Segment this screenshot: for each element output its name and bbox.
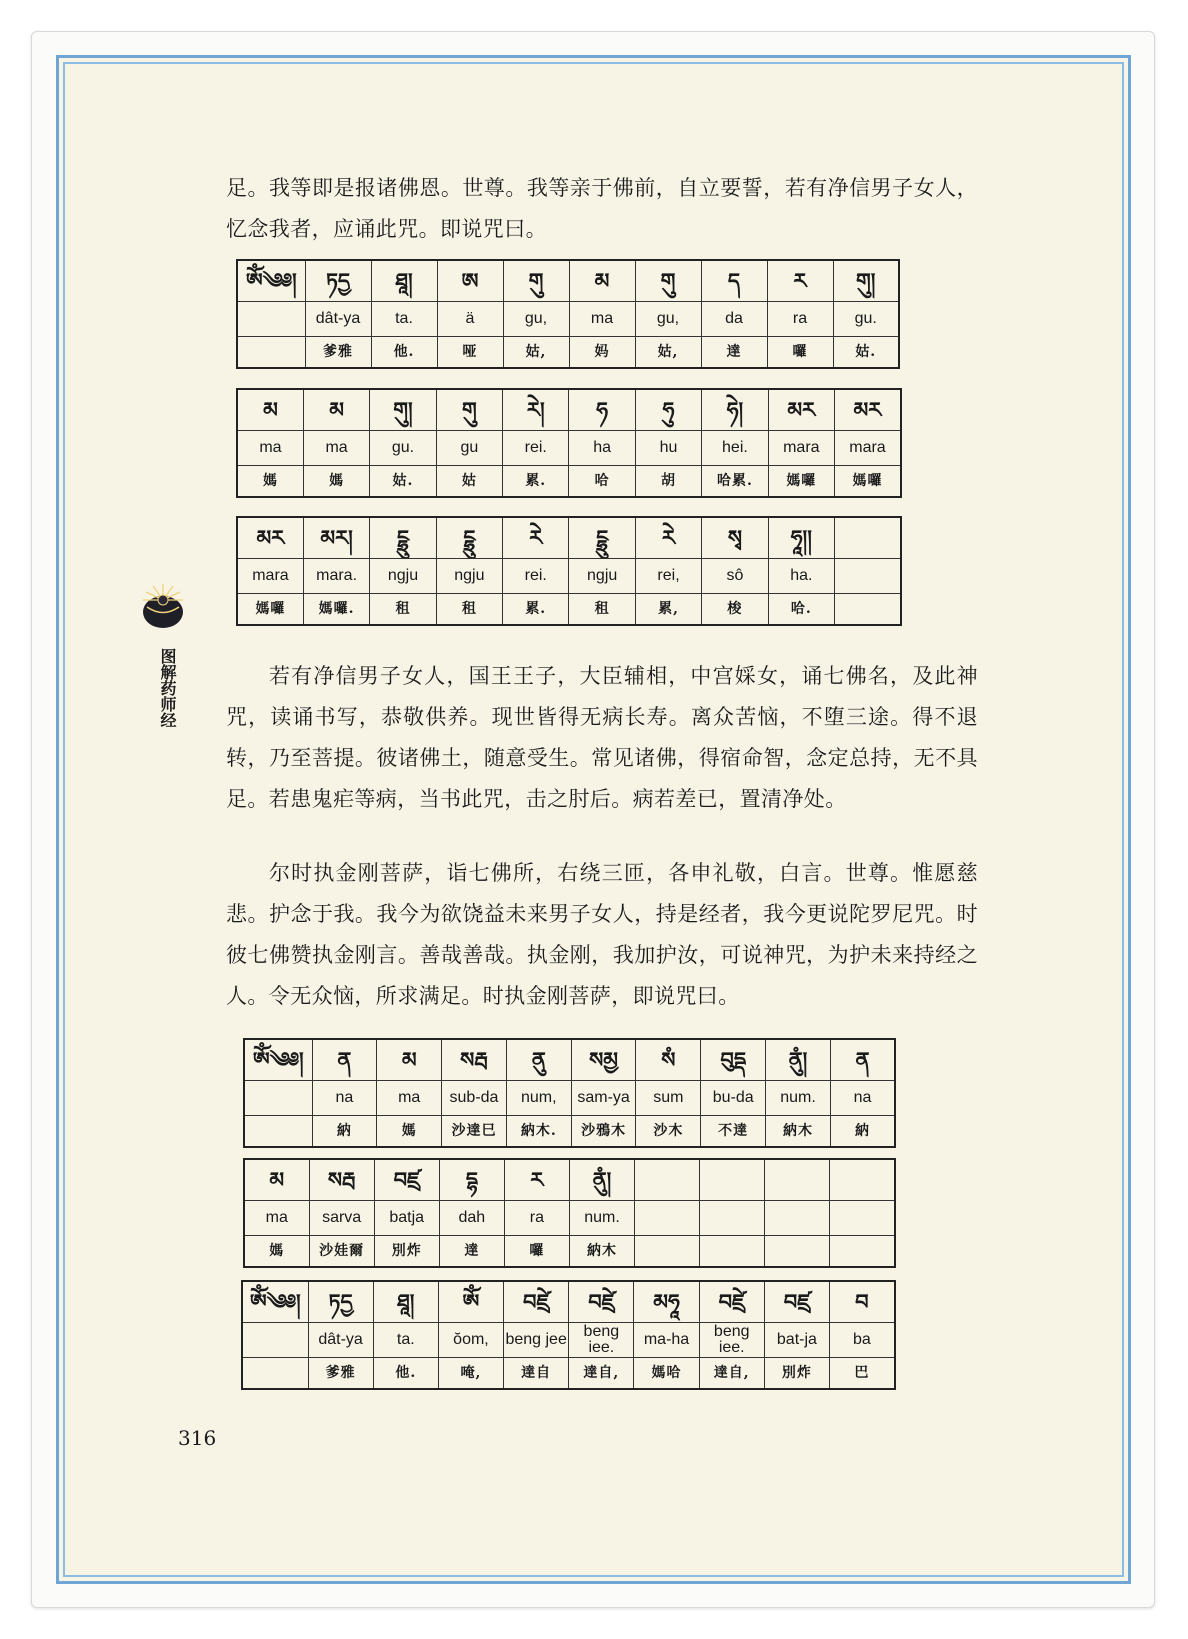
mantra-cell-chn: 妈 xyxy=(569,337,635,369)
mantra-cell-chn xyxy=(242,1358,308,1390)
mantra-cell-rom: ba xyxy=(830,1323,895,1358)
mantra-row-rom xyxy=(237,302,899,337)
mantra-cell-chn: 達 xyxy=(701,337,767,369)
mantra-cell-rom: ra xyxy=(767,302,833,337)
mantra-cell-rom: ngju xyxy=(370,559,436,594)
mantra-cell-chn: 達自, xyxy=(569,1358,634,1390)
mantra-cell-rom: sub-da xyxy=(442,1081,507,1116)
mantra-cell-tib: མར xyxy=(835,389,901,431)
mantra-cell-chn: 租 xyxy=(436,594,502,626)
paragraph-1: 足。我等即是报诸佛恩。世尊。我等亲于佛前，自立要誓，若有净信男子女人，忆念我者，应诵此咒。即说咒曰。 xyxy=(226,176,978,241)
mantra-cell-tib: ཨོཾ xyxy=(438,1281,503,1323)
mantra-cell-tib: ན xyxy=(312,1039,377,1081)
mantra-cell-rom: gu. xyxy=(370,431,436,466)
mantra-cell-tib: སམྱ xyxy=(571,1039,636,1081)
mantra-cell-chn: 媽 xyxy=(303,466,369,498)
mantra-cell-chn: 沙木 xyxy=(636,1116,701,1148)
page-number: 316 xyxy=(178,1426,217,1450)
mantra-cell-chn: 納木 xyxy=(766,1116,831,1148)
mantra-cell-rom: sum xyxy=(636,1081,701,1116)
mantra-cell-tib: མར xyxy=(237,517,303,559)
mantra-cell-rom xyxy=(700,1201,765,1236)
mantra-cell-rom: num. xyxy=(766,1081,831,1116)
side-title: 图解药师经 xyxy=(158,648,177,728)
mantra-cell-tib xyxy=(830,1159,895,1201)
mantra-cell-rom xyxy=(635,1201,700,1236)
mantra-cell-chn: 哈. xyxy=(768,594,834,626)
mantra-cell-rom: ma xyxy=(237,431,303,466)
mantra-table-1 xyxy=(236,259,900,369)
mantra-cell-chn: 姑. xyxy=(370,466,436,498)
mantra-cell-rom: mara xyxy=(835,431,901,466)
mantra-cell-rom: dât-ya xyxy=(305,302,371,337)
mantra-cell-chn: 媽 xyxy=(237,466,303,498)
mantra-cell-tib: བཛྲེ xyxy=(699,1281,764,1323)
mantra-row-chn xyxy=(242,1358,895,1390)
mantra-cell-rom: hei. xyxy=(702,431,768,466)
mantra-cell-tib: ཐཱ། xyxy=(371,260,437,302)
mantra-cell-rom: da xyxy=(701,302,767,337)
mantra-cell-chn: 累. xyxy=(503,466,569,498)
mantra-cell-chn: 納 xyxy=(312,1116,377,1148)
mantra-table-3 xyxy=(236,516,902,626)
mantra-cell-tib: ན xyxy=(830,1039,895,1081)
mantra-cell-chn xyxy=(835,594,901,626)
mantra-cell-chn: 他. xyxy=(373,1358,438,1390)
mantra-cell-chn: 囉 xyxy=(504,1236,569,1268)
mantra-cell-tib: གུ xyxy=(635,260,701,302)
mantra-cell-tib: རེ xyxy=(503,517,569,559)
mantra-row-rom xyxy=(242,1323,895,1358)
mantra-table-6 xyxy=(241,1280,896,1390)
mantra-cell-tib: ཧུ xyxy=(635,389,701,431)
mantra-cell-rom xyxy=(244,1081,312,1116)
mantra-cell-tib: རེ xyxy=(635,517,701,559)
mantra-cell-rom: ha. xyxy=(768,559,834,594)
mantra-cell-rom xyxy=(765,1201,830,1236)
mantra-cell-tib: བཛྲ xyxy=(374,1159,439,1201)
mantra-cell-chn: 爹雅 xyxy=(305,337,371,369)
mantra-cell-chn: 媽囉 xyxy=(768,466,834,498)
mantra-cell-chn: 哈 xyxy=(569,466,635,498)
mantra-cell-tib: ངྷྲུ xyxy=(436,517,502,559)
mantra-cell-tib: ཧཱ།། xyxy=(768,517,834,559)
mantra-cell-rom xyxy=(242,1323,308,1358)
mantra-cell-chn: 唵, xyxy=(438,1358,503,1390)
mantra-cell-chn: 別炸 xyxy=(764,1358,829,1390)
mantra-cell-rom: ä xyxy=(437,302,503,337)
mantra-cell-chn: 納 xyxy=(830,1116,895,1148)
mantra-cell-rom xyxy=(237,302,305,337)
mantra-cell-tib xyxy=(765,1159,830,1201)
mantra-row-rom xyxy=(244,1201,895,1236)
mantra-cell-chn: 租 xyxy=(370,594,436,626)
mantra-cell-tib: ད xyxy=(701,260,767,302)
mantra-cell-rom: ta. xyxy=(371,302,437,337)
mantra-cell-rom: ngju xyxy=(436,559,502,594)
mantra-cell-tib: ཏདྱ xyxy=(305,260,371,302)
mantra-cell-tib: སཾ xyxy=(636,1039,701,1081)
mantra-cell-rom: num, xyxy=(506,1081,571,1116)
mantra-cell-chn: 累. xyxy=(503,594,569,626)
mantra-cell-chn: 媽哈 xyxy=(634,1358,699,1390)
mantra-cell-rom: ma-ha xyxy=(634,1323,699,1358)
mantra-cell-tib: ༀ༄༅། xyxy=(242,1281,308,1323)
mantra-cell-tib: ནུ xyxy=(506,1039,571,1081)
mantra-row-chn xyxy=(244,1236,895,1268)
paragraph-2: 若有净信男子女人，国王王子，大臣辅相，中宫婇女，诵七佛名，及此神咒，读诵书写，恭敬供养。现世皆得无病长寿。离众苦恼，不堕三途。得不退转，乃至菩提。彼诸佛土，随意受生。常见诸佛，得宿命智，念定总持，无不具足。若患鬼疟等病，当书此咒，击之肘后。病若差已，置清净处。 xyxy=(226,664,978,811)
mantra-cell-chn: 沙達巳 xyxy=(442,1116,507,1148)
mantra-cell-chn: 他. xyxy=(371,337,437,369)
mantra-row-tib xyxy=(244,1159,895,1201)
mantra-cell-rom: na xyxy=(312,1081,377,1116)
mantra-cell-rom: sam-ya xyxy=(571,1081,636,1116)
mantra-cell-rom: mara xyxy=(768,431,834,466)
mantra-cell-chn: 別炸 xyxy=(374,1236,439,1268)
mantra-cell-chn: 達自, xyxy=(699,1358,764,1390)
mantra-cell-chn: 累, xyxy=(635,594,701,626)
mantra-cell-rom: ma xyxy=(244,1201,309,1236)
mantra-cell-tib: ཐཱ། xyxy=(373,1281,438,1323)
mantra-cell-tib: མར། xyxy=(303,517,369,559)
mantra-cell-rom: gu. xyxy=(833,302,899,337)
mantra-cell-rom: na xyxy=(830,1081,895,1116)
mantra-table-2 xyxy=(236,388,902,498)
paragraph-3: 尔时执金刚菩萨，诣七佛所，右绕三匝，各申礼敬，白言。世尊。惟愿慈悲。护念于我。我今为欲饶益未来男子女人，持是经者，我今更说陀罗尼咒。时彼七佛赞执金刚言。善哉善哉。执金刚，我加护汝，可说神咒，为护未来持经之人。令无众恼，所求满足。时执金刚菩萨，即说咒曰。 xyxy=(226,861,978,1008)
mantra-cell-tib: མ xyxy=(244,1159,309,1201)
mantra-cell-chn xyxy=(765,1236,830,1268)
mantra-cell-chn: 囉 xyxy=(767,337,833,369)
mantra-cell-chn: 不達 xyxy=(701,1116,766,1148)
mantra-cell-chn: 租 xyxy=(569,594,635,626)
mantra-cell-chn: 姑, xyxy=(635,337,701,369)
mantra-cell-tib: མ xyxy=(303,389,369,431)
lotus-medallion-icon xyxy=(138,580,188,630)
mantra-cell-tib: ར xyxy=(767,260,833,302)
mantra-cell-rom xyxy=(830,1201,895,1236)
mantra-cell-chn: 哈累. xyxy=(702,466,768,498)
mantra-row-tib xyxy=(244,1039,895,1081)
mantra-cell-tib xyxy=(700,1159,765,1201)
mantra-cell-rom: mara. xyxy=(303,559,369,594)
mantra-cell-tib: ནུཾ། xyxy=(766,1039,831,1081)
mantra-cell-chn: 沙鴉木 xyxy=(571,1116,636,1148)
mantra-cell-chn xyxy=(237,337,305,369)
mantra-cell-chn: 媽囉 xyxy=(835,466,901,498)
mantra-cell-rom: batja xyxy=(374,1201,439,1236)
mantra-cell-tib: བཛྲེ xyxy=(504,1281,569,1323)
mantra-cell-chn: 姑 xyxy=(436,466,502,498)
mantra-cell-chn: 胡 xyxy=(635,466,701,498)
mantra-cell-rom: beng iee. xyxy=(569,1323,634,1358)
mantra-cell-rom: ma xyxy=(303,431,369,466)
mantra-row-tib xyxy=(242,1281,895,1323)
mantra-cell-tib: ཧ xyxy=(569,389,635,431)
mantra-cell-tib: སྭ xyxy=(702,517,768,559)
mantra-cell-rom: beng iee. xyxy=(699,1323,764,1358)
mantra-row-chn xyxy=(237,466,901,498)
mantra-cell-rom: num. xyxy=(569,1201,634,1236)
mantra-cell-tib: མཧཱ xyxy=(634,1281,699,1323)
mantra-cell-tib: མ xyxy=(377,1039,442,1081)
mantra-cell-rom: dât-ya xyxy=(308,1323,373,1358)
mantra-row-chn xyxy=(237,337,899,369)
mantra-row-chn xyxy=(244,1116,895,1148)
mantra-cell-chn: 達 xyxy=(439,1236,504,1268)
mantra-cell-tib: གུ xyxy=(503,260,569,302)
mantra-cell-chn: 巴 xyxy=(830,1358,895,1390)
mantra-row-tib xyxy=(237,260,899,302)
mantra-cell-tib: གུ། xyxy=(833,260,899,302)
mantra-cell-chn xyxy=(830,1236,895,1268)
mantra-cell-tib: གུ xyxy=(436,389,502,431)
mantra-cell-tib: ངྷྲུ xyxy=(569,517,635,559)
mantra-cell-chn: 姑. xyxy=(833,337,899,369)
mantra-cell-tib: ངྷྲུ xyxy=(370,517,436,559)
mantra-cell-chn: 納木. xyxy=(506,1116,571,1148)
mantra-cell-rom: rei. xyxy=(503,559,569,594)
mantra-cell-chn: 姑, xyxy=(503,337,569,369)
mantra-cell-tib: མ xyxy=(569,260,635,302)
mantra-cell-chn: 媽囉 xyxy=(237,594,303,626)
mantra-cell-tib: རེ། xyxy=(503,389,569,431)
mantra-table-4 xyxy=(243,1038,896,1148)
mantra-cell-tib: ནུཾ། xyxy=(569,1159,634,1201)
mantra-cell-tib: དྷ xyxy=(439,1159,504,1201)
mantra-cell-rom: gu, xyxy=(635,302,701,337)
mantra-cell-rom: ngju xyxy=(569,559,635,594)
mantra-cell-tib: སརྦ xyxy=(309,1159,374,1201)
mantra-row-rom xyxy=(244,1081,895,1116)
mantra-cell-chn: 納木 xyxy=(569,1236,634,1268)
mantra-cell-rom: ha xyxy=(569,431,635,466)
mantra-row-chn xyxy=(237,594,901,626)
mantra-cell-chn: 爹雅 xyxy=(308,1358,373,1390)
mantra-cell-rom: beng jee xyxy=(504,1323,569,1358)
mantra-cell-tib: གུ། xyxy=(370,389,436,431)
mantra-cell-rom: hu xyxy=(635,431,701,466)
mantra-cell-chn: 媽囉. xyxy=(303,594,369,626)
mantra-cell-rom xyxy=(835,559,901,594)
mantra-cell-rom: sarva xyxy=(309,1201,374,1236)
mantra-cell-tib: ཏདྱ xyxy=(308,1281,373,1323)
mantra-cell-chn xyxy=(635,1236,700,1268)
mantra-cell-rom: ŏom, xyxy=(438,1323,503,1358)
mantra-row-tib xyxy=(237,389,901,431)
mantra-cell-rom: ra xyxy=(504,1201,569,1236)
mantra-cell-tib: མར xyxy=(768,389,834,431)
mantra-cell-tib: སརྦ xyxy=(442,1039,507,1081)
mantra-cell-chn xyxy=(244,1116,312,1148)
mantra-cell-tib: མ xyxy=(237,389,303,431)
mantra-cell-chn: 達自 xyxy=(504,1358,569,1390)
mantra-cell-rom: sô xyxy=(702,559,768,594)
mantra-cell-rom: ma xyxy=(377,1081,442,1116)
mantra-row-tib xyxy=(237,517,901,559)
mantra-cell-tib xyxy=(835,517,901,559)
mantra-cell-tib: བཛྲེ xyxy=(569,1281,634,1323)
mantra-cell-chn: 媽 xyxy=(244,1236,309,1268)
mantra-cell-rom: rei. xyxy=(503,431,569,466)
mantra-cell-rom: ma xyxy=(569,302,635,337)
mantra-cell-tib: བཛྲ xyxy=(764,1281,829,1323)
mantra-row-rom xyxy=(237,431,901,466)
mantra-cell-tib: བ xyxy=(830,1281,895,1323)
mantra-cell-tib: ཧེ། xyxy=(702,389,768,431)
mantra-cell-tib: ཨ xyxy=(437,260,503,302)
mantra-cell-rom: ta. xyxy=(373,1323,438,1358)
mantra-row-rom xyxy=(237,559,901,594)
mantra-cell-chn: 哑 xyxy=(437,337,503,369)
mantra-cell-rom: gu, xyxy=(503,302,569,337)
mantra-cell-rom: bat-ja xyxy=(764,1323,829,1358)
mantra-table-5 xyxy=(243,1158,896,1268)
mantra-cell-rom: dah xyxy=(439,1201,504,1236)
mantra-cell-tib: ༀ༄༅། xyxy=(244,1039,312,1081)
mantra-cell-chn: 媽 xyxy=(377,1116,442,1148)
mantra-cell-rom: rei, xyxy=(635,559,701,594)
mantra-cell-tib: བུདྡ xyxy=(701,1039,766,1081)
mantra-cell-chn: 梭 xyxy=(702,594,768,626)
mantra-cell-tib xyxy=(635,1159,700,1201)
mantra-cell-tib: ར xyxy=(504,1159,569,1201)
mantra-cell-rom: mara xyxy=(237,559,303,594)
mantra-cell-rom: bu-da xyxy=(701,1081,766,1116)
mantra-cell-chn xyxy=(700,1236,765,1268)
mantra-cell-rom: gu xyxy=(436,431,502,466)
mantra-cell-tib: ༀ༄༅། xyxy=(237,260,305,302)
mantra-cell-chn: 沙娃爾 xyxy=(309,1236,374,1268)
